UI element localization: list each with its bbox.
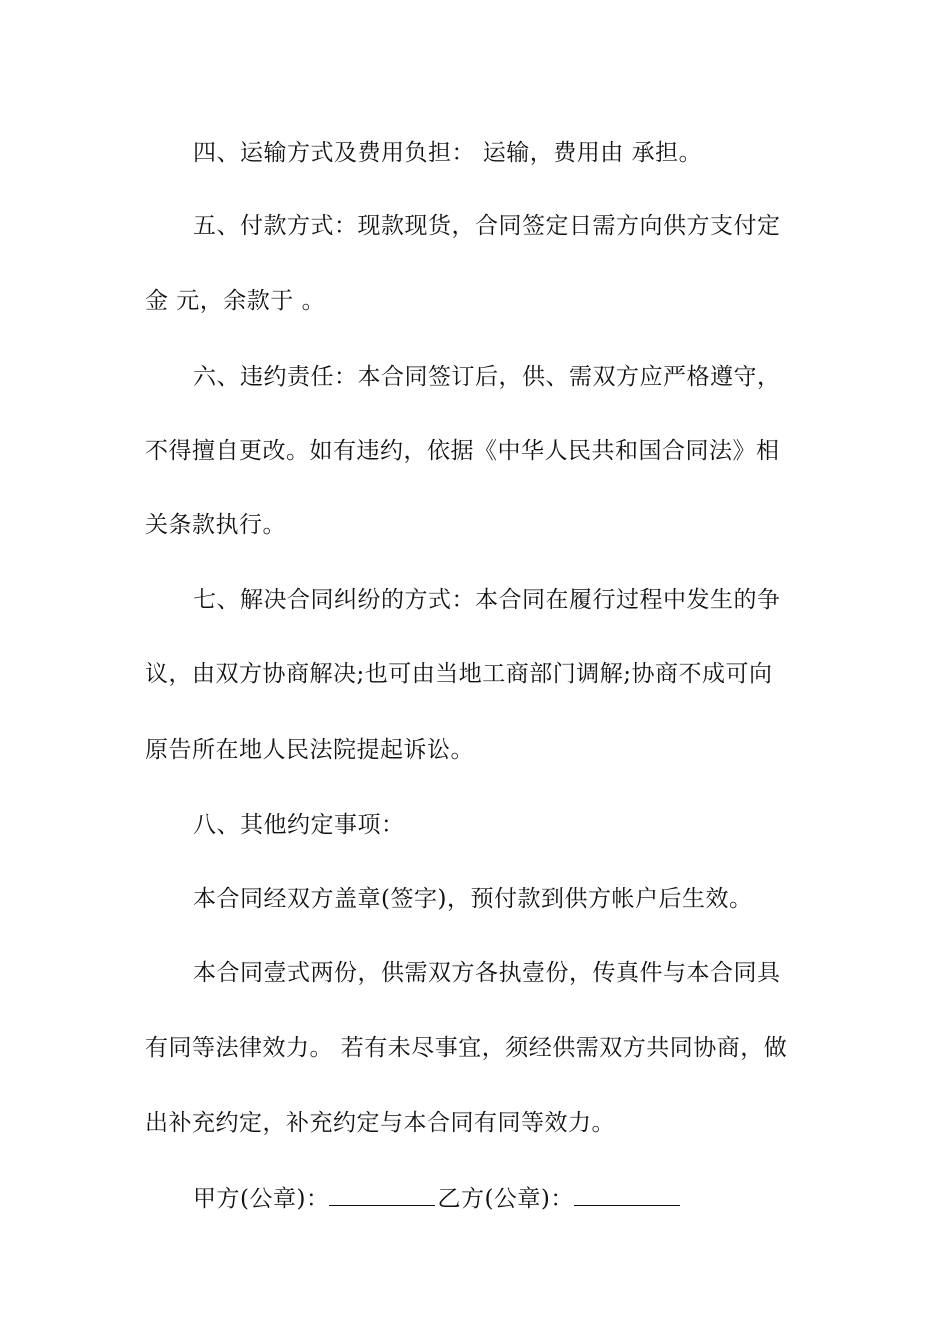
party-b-seal-label: 乙方(公章)： [437,1186,574,1212]
clause-7-line-2: 议，由双方协商解决;也可由当地工商部门调解;协商不成可向 [145,661,773,687]
clause-8-paragraph-2-line-3: 出补充约定，补充约定与本合同有同等效力。 [145,1110,615,1136]
party-a-seal-label: 甲方(公章)： [193,1186,330,1212]
signature-line [193,1183,813,1214]
clause-5-line-2: 金 元，余款于 。 [145,288,326,314]
clause-8-paragraph-2-line-1: 本合同壹式两份，供需双方各执壹份，传真件与本合同具 [193,960,781,986]
clause-7-line-1: 七、解决合同纠纷的方式：本合同在履行过程中发生的争 [193,587,781,613]
clause-6-line-1: 六、违约责任：本合同签订后，供、需双方应严格遵守， [193,364,781,390]
clause-5-line-1: 五、付款方式：现款现货，合同签定日需方向供方支付定 [193,213,781,239]
party-b-seal-blank[interactable] [574,1183,680,1206]
clause-8-heading: 八、其他约定事项： [193,812,405,838]
party-a-seal-blank[interactable] [329,1183,435,1206]
clause-7-line-3: 原告所在地人民法院提起诉讼。 [145,737,474,763]
clause-8-paragraph-2-line-2: 有同等法律效力。 若有未尽事宜，须经供需双方共同协商，做 [145,1035,788,1061]
clause-8-paragraph-1: 本合同经双方盖章(签字)，预付款到供方帐户后生效。 [193,886,753,912]
clause-4-line-1: 四、运输方式及费用负担： 运输，费用由 承担。 [193,140,703,166]
clause-6-line-3: 关条款执行。 [145,512,286,538]
clause-6-line-2: 不得擅自更改。如有违约，依据《中华人民共和国合同法》相 [145,438,780,464]
